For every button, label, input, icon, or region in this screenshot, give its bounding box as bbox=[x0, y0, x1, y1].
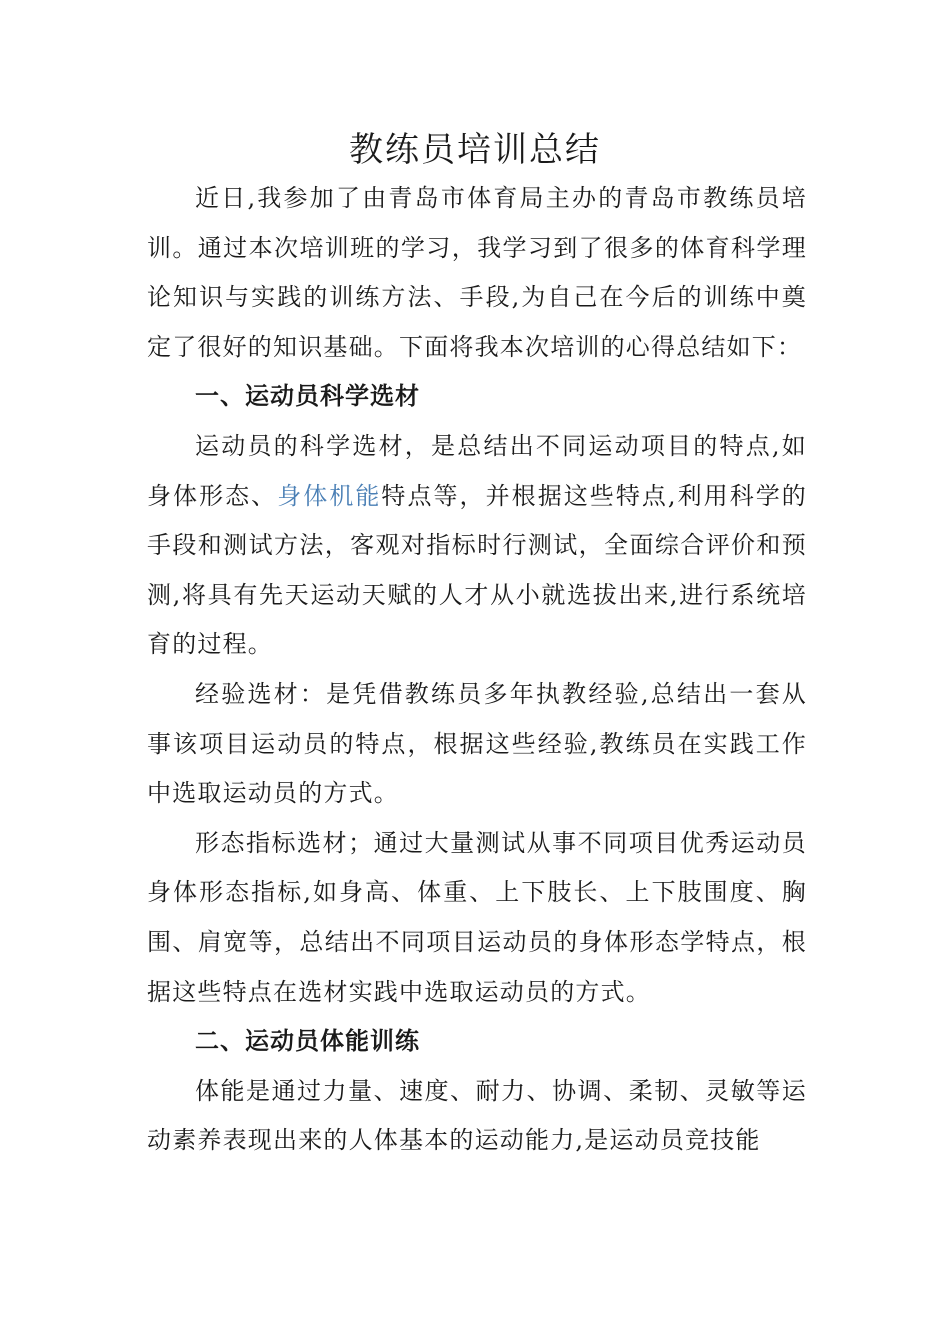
section-1-paragraph-2: 经验选材：是凭借教练员多年执教经验,总结出一套从事该项目运动员的特点，根据这些经验,教练员在实践工作中选取运动员的方式。 bbox=[147, 679, 807, 808]
section-1-heading: 一、运动员科学选材 bbox=[195, 382, 420, 411]
section-2-heading: 二、运动员体能训练 bbox=[195, 1027, 420, 1056]
section-1-paragraph-1-text-b: 特点等，并根据这些特点,利用科学的手段和测试方法，客观对指标时行测试，全面综合评价和预测,将具有先天运动天赋的人才从小就选拔出来,进行系统培育的过程。 bbox=[147, 481, 807, 659]
section-2-paragraph-1: 体能是通过力量、速度、耐力、协调、柔韧、灵敏等运动素养表现出来的人体基本的运动能力,是运动员竞技能 bbox=[147, 1076, 807, 1155]
document-body bbox=[147, 174, 807, 1166]
document-title: 教练员培训总结 bbox=[349, 130, 601, 170]
section-1-paragraph-1 bbox=[147, 422, 807, 670]
body-function-link[interactable]: 身体机能 bbox=[277, 481, 382, 510]
section-1-paragraph-1-text-a: 运动员的科学选材，是总结出不同运动项目的特点,如身体形态、 bbox=[147, 431, 807, 510]
section-1-paragraph-3: 形态指标选材；通过大量测试从事不同项目优秀运动员身体形态指标,如身高、体重、上下肢长、上下肢围度、胸围、肩宽等，总结出不同项目运动员的身体形态学特点，根据这些特点在选材实践中选取运动员的方式。 bbox=[147, 828, 807, 1006]
intro-paragraph: 近日,我参加了由青岛市体育局主办的青岛市教练员培训。通过本次培训班的学习，我学习到了很多的体育科学理论知识与实践的训练方法、手段,为自己在今后的训练中奠定了很好的知识基础。下面将我本次培训的心得总结如下： bbox=[147, 184, 807, 361]
